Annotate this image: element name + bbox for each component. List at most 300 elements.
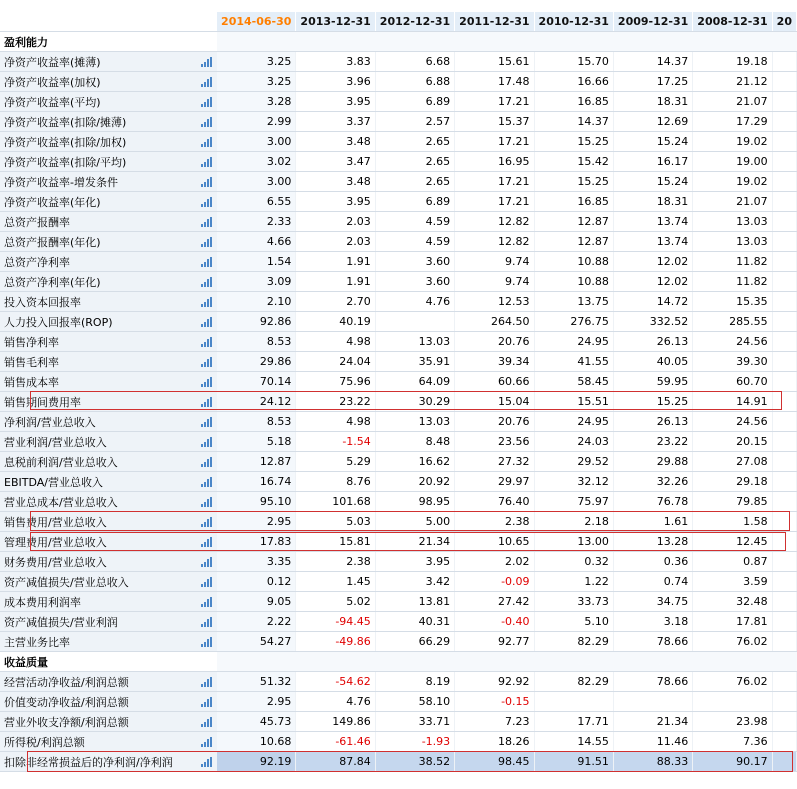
value-cell: 18.31 xyxy=(613,192,692,212)
indicator-label: 投入资本回报率 xyxy=(0,292,197,312)
indicator-label: 总资产报酬率(年化) xyxy=(0,232,197,252)
bar-chart-icon[interactable] xyxy=(201,497,212,507)
value-cell: 16.74 xyxy=(217,472,296,492)
indicator-label: 销售费用/营业总收入 xyxy=(0,512,197,532)
value-cell: 2.95 xyxy=(217,692,296,712)
indicator-label: 息税前利润/营业总收入 xyxy=(0,452,197,472)
table-row xyxy=(0,412,797,432)
indicator-label: 净资产收益率(年化) xyxy=(0,192,197,212)
value-cell: 3.47 xyxy=(296,152,375,172)
value-cell: 78.66 xyxy=(613,672,692,692)
value-cell: 60.66 xyxy=(455,372,534,392)
value-cell: 17.29 xyxy=(693,112,772,132)
bar-chart-icon[interactable] xyxy=(201,437,212,447)
value-cell: 5.02 xyxy=(296,592,375,612)
value-cell: 3.35 xyxy=(217,552,296,572)
bar-chart-icon[interactable] xyxy=(201,637,212,647)
value-cell-truncated xyxy=(772,632,796,652)
value-cell: 13.81 xyxy=(375,592,454,612)
bar-chart-icon[interactable] xyxy=(201,397,212,407)
value-cell: 12.69 xyxy=(613,112,692,132)
value-cell: 11.82 xyxy=(693,252,772,272)
chart-icon-cell[interactable] xyxy=(197,552,217,572)
bar-chart-icon[interactable] xyxy=(201,757,212,767)
value-cell-truncated xyxy=(772,472,796,492)
value-cell: 276.75 xyxy=(534,312,613,332)
value-cell: 8.19 xyxy=(375,672,454,692)
indicator-label: 销售净利率 xyxy=(0,332,197,352)
table-row xyxy=(0,372,797,392)
value-cell: 3.18 xyxy=(613,612,692,632)
table-row xyxy=(0,612,797,632)
chart-icon-cell[interactable] xyxy=(197,372,217,392)
value-cell: 12.45 xyxy=(693,532,772,552)
value-cell xyxy=(613,692,692,712)
value-cell xyxy=(693,692,772,712)
value-cell: 3.48 xyxy=(296,132,375,152)
value-cell: 51.32 xyxy=(217,672,296,692)
value-cell: 92.77 xyxy=(455,632,534,652)
section-header-row xyxy=(0,652,797,672)
value-cell-truncated xyxy=(772,712,796,732)
bar-chart-icon[interactable] xyxy=(201,417,212,427)
value-cell: 16.17 xyxy=(613,152,692,172)
chart-icon-cell[interactable] xyxy=(197,272,217,292)
bar-chart-icon[interactable] xyxy=(201,137,212,147)
value-cell: 29.88 xyxy=(613,452,692,472)
chart-icon-cell[interactable] xyxy=(197,332,217,352)
chart-icon-cell[interactable] xyxy=(197,312,217,332)
value-cell xyxy=(375,312,454,332)
bar-chart-icon[interactable] xyxy=(201,357,212,367)
value-cell-truncated xyxy=(772,112,796,132)
table-row xyxy=(0,752,797,772)
value-cell: 5.03 xyxy=(296,512,375,532)
value-cell: 15.04 xyxy=(455,392,534,412)
table-row xyxy=(0,172,797,192)
bar-chart-icon[interactable] xyxy=(201,217,212,227)
bar-chart-icon[interactable] xyxy=(201,477,212,487)
value-cell: 10.88 xyxy=(534,272,613,292)
chart-icon-cell[interactable] xyxy=(197,292,217,312)
value-cell-truncated xyxy=(772,192,796,212)
bar-chart-icon[interactable] xyxy=(201,537,212,547)
bar-chart-icon[interactable] xyxy=(201,157,212,167)
value-cell: 70.14 xyxy=(217,372,296,392)
value-cell: 66.29 xyxy=(375,632,454,652)
value-cell: 8.53 xyxy=(217,412,296,432)
bar-chart-icon[interactable] xyxy=(201,597,212,607)
chart-icon-cell[interactable] xyxy=(197,432,217,452)
value-cell: 12.87 xyxy=(534,212,613,232)
value-cell: 21.34 xyxy=(613,712,692,732)
indicator-label: 净资产收益率(摊薄) xyxy=(0,52,197,72)
value-cell: 87.84 xyxy=(296,752,375,772)
chart-icon-cell[interactable] xyxy=(197,192,217,212)
chart-icon-cell[interactable] xyxy=(197,52,217,72)
indicator-label: 总资产净利率 xyxy=(0,252,197,272)
bar-chart-icon[interactable] xyxy=(201,517,212,527)
date-column-header[interactable]: 2008-12-31 xyxy=(693,12,772,32)
bar-chart-icon[interactable] xyxy=(201,117,212,127)
value-cell: 15.24 xyxy=(613,172,692,192)
value-cell-truncated xyxy=(772,72,796,92)
value-cell: 95.10 xyxy=(217,492,296,512)
value-cell: 76.78 xyxy=(613,492,692,512)
value-cell: 3.95 xyxy=(296,192,375,212)
value-cell: 21.12 xyxy=(693,72,772,92)
value-cell: 0.87 xyxy=(693,552,772,572)
chart-icon-cell[interactable] xyxy=(197,172,217,192)
date-column-header[interactable]: 2009-12-31 xyxy=(613,12,692,32)
table-row xyxy=(0,452,797,472)
bar-chart-icon[interactable] xyxy=(201,697,212,707)
chart-icon-cell[interactable] xyxy=(197,532,217,552)
value-cell: 101.68 xyxy=(296,492,375,512)
value-cell: 82.29 xyxy=(534,672,613,692)
table-row xyxy=(0,512,797,532)
value-cell: 41.55 xyxy=(534,352,613,372)
value-cell: 26.13 xyxy=(613,412,692,432)
indicator-label: 总资产报酬率 xyxy=(0,212,197,232)
value-cell-truncated xyxy=(772,552,796,572)
indicator-label: 净资产收益率-增发条件 xyxy=(0,172,197,192)
chart-icon-cell[interactable] xyxy=(197,592,217,612)
value-cell: 45.73 xyxy=(217,712,296,732)
value-cell-truncated xyxy=(772,672,796,692)
value-cell: 1.91 xyxy=(296,272,375,292)
value-cell-truncated xyxy=(772,512,796,532)
value-cell: 39.30 xyxy=(693,352,772,372)
value-cell xyxy=(534,692,613,712)
value-cell: 3.48 xyxy=(296,172,375,192)
value-cell: 40.19 xyxy=(296,312,375,332)
value-cell: 0.32 xyxy=(534,552,613,572)
value-cell: 15.25 xyxy=(534,132,613,152)
value-cell: 20.92 xyxy=(375,472,454,492)
value-cell: -0.15 xyxy=(455,692,534,712)
value-cell: -0.09 xyxy=(455,572,534,592)
table-row xyxy=(0,72,797,92)
value-cell: 33.73 xyxy=(534,592,613,612)
value-cell: 14.72 xyxy=(613,292,692,312)
indicator-label: EBITDA/营业总收入 xyxy=(0,472,197,492)
value-cell: 15.42 xyxy=(534,152,613,172)
section-title: 盈利能力 xyxy=(0,32,217,52)
table-row xyxy=(0,592,797,612)
value-cell-truncated xyxy=(772,132,796,152)
chart-icon-cell[interactable] xyxy=(197,352,217,372)
indicator-label: 资产减值损失/营业总收入 xyxy=(0,572,197,592)
value-cell: 3.60 xyxy=(375,272,454,292)
bar-chart-icon[interactable] xyxy=(201,177,212,187)
value-cell: 23.22 xyxy=(613,432,692,452)
value-cell: 39.34 xyxy=(455,352,534,372)
value-cell: 13.03 xyxy=(693,212,772,232)
value-cell: -61.46 xyxy=(296,732,375,752)
table-row xyxy=(0,632,797,652)
value-cell: 88.33 xyxy=(613,752,692,772)
value-cell: 27.42 xyxy=(455,592,534,612)
value-cell: 76.02 xyxy=(693,632,772,652)
bar-chart-icon[interactable] xyxy=(201,617,212,627)
value-cell: 17.21 xyxy=(455,132,534,152)
value-cell: 1.22 xyxy=(534,572,613,592)
value-cell-truncated xyxy=(772,372,796,392)
value-cell: 76.02 xyxy=(693,672,772,692)
chart-icon-cell[interactable] xyxy=(197,512,217,532)
value-cell-truncated xyxy=(772,352,796,372)
value-cell: 40.31 xyxy=(375,612,454,632)
value-cell-truncated xyxy=(772,52,796,72)
value-cell: 332.52 xyxy=(613,312,692,332)
value-cell: 14.37 xyxy=(613,52,692,72)
bar-chart-icon[interactable] xyxy=(201,457,212,467)
value-cell: 24.95 xyxy=(534,412,613,432)
value-cell: 13.75 xyxy=(534,292,613,312)
value-cell: 35.91 xyxy=(375,352,454,372)
table-row xyxy=(0,552,797,572)
value-cell-truncated xyxy=(772,92,796,112)
section-fill xyxy=(217,652,797,672)
value-cell: -54.62 xyxy=(296,672,375,692)
value-cell: 6.55 xyxy=(217,192,296,212)
indicator-label: 净资产收益率(扣除/加权) xyxy=(0,132,197,152)
value-cell: 14.91 xyxy=(693,392,772,412)
value-cell: 18.26 xyxy=(455,732,534,752)
bar-chart-icon[interactable] xyxy=(201,257,212,267)
chart-icon-cell[interactable] xyxy=(197,752,217,772)
value-cell: 11.46 xyxy=(613,732,692,752)
value-cell: 4.59 xyxy=(375,212,454,232)
value-cell: 3.59 xyxy=(693,572,772,592)
indicator-label: 销售成本率 xyxy=(0,372,197,392)
value-cell: 1.58 xyxy=(693,512,772,532)
date-header-row xyxy=(0,12,797,32)
value-cell: 3.42 xyxy=(375,572,454,592)
value-cell: 8.48 xyxy=(375,432,454,452)
value-cell: 19.02 xyxy=(693,132,772,152)
date-column-header[interactable]: 2014-06-30 xyxy=(217,12,296,32)
value-cell: 4.98 xyxy=(296,412,375,432)
chart-icon-cell[interactable] xyxy=(197,692,217,712)
value-cell-truncated xyxy=(772,452,796,472)
value-cell: 24.04 xyxy=(296,352,375,372)
chart-icon-cell[interactable] xyxy=(197,212,217,232)
header-corner xyxy=(0,12,217,32)
value-cell-truncated xyxy=(772,572,796,592)
indicator-label: 资产减值损失/营业利润 xyxy=(0,612,197,632)
value-cell: 2.57 xyxy=(375,112,454,132)
chart-icon-cell[interactable] xyxy=(197,392,217,412)
value-cell: 30.29 xyxy=(375,392,454,412)
bar-chart-icon[interactable] xyxy=(201,197,212,207)
bar-chart-icon[interactable] xyxy=(201,377,212,387)
value-cell: 21.07 xyxy=(693,192,772,212)
chart-icon-cell[interactable] xyxy=(197,252,217,272)
value-cell: 38.52 xyxy=(375,752,454,772)
chart-icon-cell[interactable] xyxy=(197,92,217,112)
value-cell: 3.83 xyxy=(296,52,375,72)
chart-icon-cell[interactable] xyxy=(197,612,217,632)
value-cell: 16.95 xyxy=(455,152,534,172)
bar-chart-icon[interactable] xyxy=(201,237,212,247)
table-row xyxy=(0,152,797,172)
value-cell: 32.48 xyxy=(693,592,772,612)
value-cell-truncated xyxy=(772,252,796,272)
bar-chart-icon[interactable] xyxy=(201,717,212,727)
chart-icon-cell[interactable] xyxy=(197,452,217,472)
value-cell: 23.56 xyxy=(455,432,534,452)
value-cell: 15.37 xyxy=(455,112,534,132)
bar-chart-icon[interactable] xyxy=(201,677,212,687)
value-cell: 2.65 xyxy=(375,132,454,152)
date-column-header[interactable]: 2012-12-31 xyxy=(375,12,454,32)
value-cell: 29.97 xyxy=(455,472,534,492)
bar-chart-icon[interactable] xyxy=(201,737,212,747)
value-cell: 15.61 xyxy=(455,52,534,72)
value-cell: 91.51 xyxy=(534,752,613,772)
value-cell-truncated xyxy=(772,272,796,292)
value-cell: 4.98 xyxy=(296,332,375,352)
value-cell: 16.85 xyxy=(534,192,613,212)
value-cell: 3.96 xyxy=(296,72,375,92)
value-cell-truncated xyxy=(772,172,796,192)
chart-icon-cell[interactable] xyxy=(197,712,217,732)
value-cell: 264.50 xyxy=(455,312,534,332)
value-cell: 285.55 xyxy=(693,312,772,332)
value-cell: 24.12 xyxy=(217,392,296,412)
table-row xyxy=(0,212,797,232)
value-cell: 32.26 xyxy=(613,472,692,492)
value-cell: 2.38 xyxy=(296,552,375,572)
chart-icon-cell[interactable] xyxy=(197,152,217,172)
bar-chart-icon[interactable] xyxy=(201,297,212,307)
value-cell: 8.53 xyxy=(217,332,296,352)
value-cell: 75.97 xyxy=(534,492,613,512)
chart-icon-cell[interactable] xyxy=(197,632,217,652)
bar-chart-icon[interactable] xyxy=(201,77,212,87)
table-row xyxy=(0,192,797,212)
date-column-header-truncated[interactable]: 20 xyxy=(772,12,796,32)
value-cell: 2.18 xyxy=(534,512,613,532)
value-cell: 13.74 xyxy=(613,232,692,252)
value-cell: 17.81 xyxy=(693,612,772,632)
value-cell: 82.29 xyxy=(534,632,613,652)
date-column-header[interactable]: 2011-12-31 xyxy=(455,12,534,32)
table-row xyxy=(0,312,797,332)
value-cell: 90.17 xyxy=(693,752,772,772)
value-cell-truncated xyxy=(772,332,796,352)
value-cell: 2.33 xyxy=(217,212,296,232)
value-cell: 15.25 xyxy=(534,172,613,192)
indicator-label: 净资产收益率(扣除/平均) xyxy=(0,152,197,172)
section-header-row xyxy=(0,32,797,52)
indicator-label: 成本费用利润率 xyxy=(0,592,197,612)
value-cell: 15.70 xyxy=(534,52,613,72)
value-cell: 98.45 xyxy=(455,752,534,772)
bar-chart-icon[interactable] xyxy=(201,97,212,107)
table-row xyxy=(0,672,797,692)
table-row xyxy=(0,132,797,152)
indicator-label: 所得税/利润总额 xyxy=(0,732,197,752)
value-cell: 17.48 xyxy=(455,72,534,92)
value-cell: 59.95 xyxy=(613,372,692,392)
date-column-header[interactable]: 2010-12-31 xyxy=(534,12,613,32)
chart-icon-cell[interactable] xyxy=(197,72,217,92)
value-cell: 149.86 xyxy=(296,712,375,732)
chart-icon-cell[interactable] xyxy=(197,492,217,512)
bar-chart-icon[interactable] xyxy=(201,57,212,67)
chart-icon-cell[interactable] xyxy=(197,232,217,252)
value-cell: 12.82 xyxy=(455,212,534,232)
chart-icon-cell[interactable] xyxy=(197,572,217,592)
chart-icon-cell[interactable] xyxy=(197,472,217,492)
table-row xyxy=(0,572,797,592)
chart-icon-cell[interactable] xyxy=(197,672,217,692)
value-cell: 17.83 xyxy=(217,532,296,552)
table-row xyxy=(0,112,797,132)
indicator-label: 营业利润/营业总收入 xyxy=(0,432,197,452)
value-cell: 17.71 xyxy=(534,712,613,732)
chart-icon-cell[interactable] xyxy=(197,112,217,132)
value-cell: 23.22 xyxy=(296,392,375,412)
table-row xyxy=(0,532,797,552)
table-row xyxy=(0,392,797,412)
value-cell: 12.87 xyxy=(217,452,296,472)
indicator-label: 净利润/营业总收入 xyxy=(0,412,197,432)
indicator-label: 扣除非经常损益后的净利润/净利润 xyxy=(0,752,197,772)
value-cell: 17.21 xyxy=(455,192,534,212)
value-cell: 5.18 xyxy=(217,432,296,452)
date-column-header[interactable]: 2013-12-31 xyxy=(296,12,375,32)
value-cell: 92.92 xyxy=(455,672,534,692)
bar-chart-icon[interactable] xyxy=(201,277,212,287)
value-cell-truncated xyxy=(772,532,796,552)
indicator-label: 主营业务比率 xyxy=(0,632,197,652)
bar-chart-icon[interactable] xyxy=(201,557,212,567)
value-cell: -1.54 xyxy=(296,432,375,452)
value-cell: 2.02 xyxy=(455,552,534,572)
value-cell: 16.62 xyxy=(375,452,454,472)
value-cell: 13.74 xyxy=(613,212,692,232)
value-cell: 3.95 xyxy=(375,552,454,572)
chart-icon-cell[interactable] xyxy=(197,732,217,752)
value-cell-truncated xyxy=(772,432,796,452)
value-cell: -1.93 xyxy=(375,732,454,752)
section-fill xyxy=(217,32,797,52)
value-cell-truncated xyxy=(772,752,796,772)
table-row xyxy=(0,492,797,512)
value-cell: 21.34 xyxy=(375,532,454,552)
bar-chart-icon[interactable] xyxy=(201,317,212,327)
chart-icon-cell[interactable] xyxy=(197,412,217,432)
table-row xyxy=(0,432,797,452)
indicator-label: 营业外收支净额/利润总额 xyxy=(0,712,197,732)
value-cell: 1.91 xyxy=(296,252,375,272)
value-cell: 10.68 xyxy=(217,732,296,752)
value-cell: 11.82 xyxy=(693,272,772,292)
value-cell-truncated xyxy=(772,392,796,412)
chart-icon-cell[interactable] xyxy=(197,132,217,152)
bar-chart-icon[interactable] xyxy=(201,577,212,587)
value-cell: -94.45 xyxy=(296,612,375,632)
value-cell-truncated xyxy=(772,212,796,232)
value-cell: 2.65 xyxy=(375,172,454,192)
value-cell: 23.98 xyxy=(693,712,772,732)
value-cell: 20.76 xyxy=(455,412,534,432)
bar-chart-icon[interactable] xyxy=(201,337,212,347)
